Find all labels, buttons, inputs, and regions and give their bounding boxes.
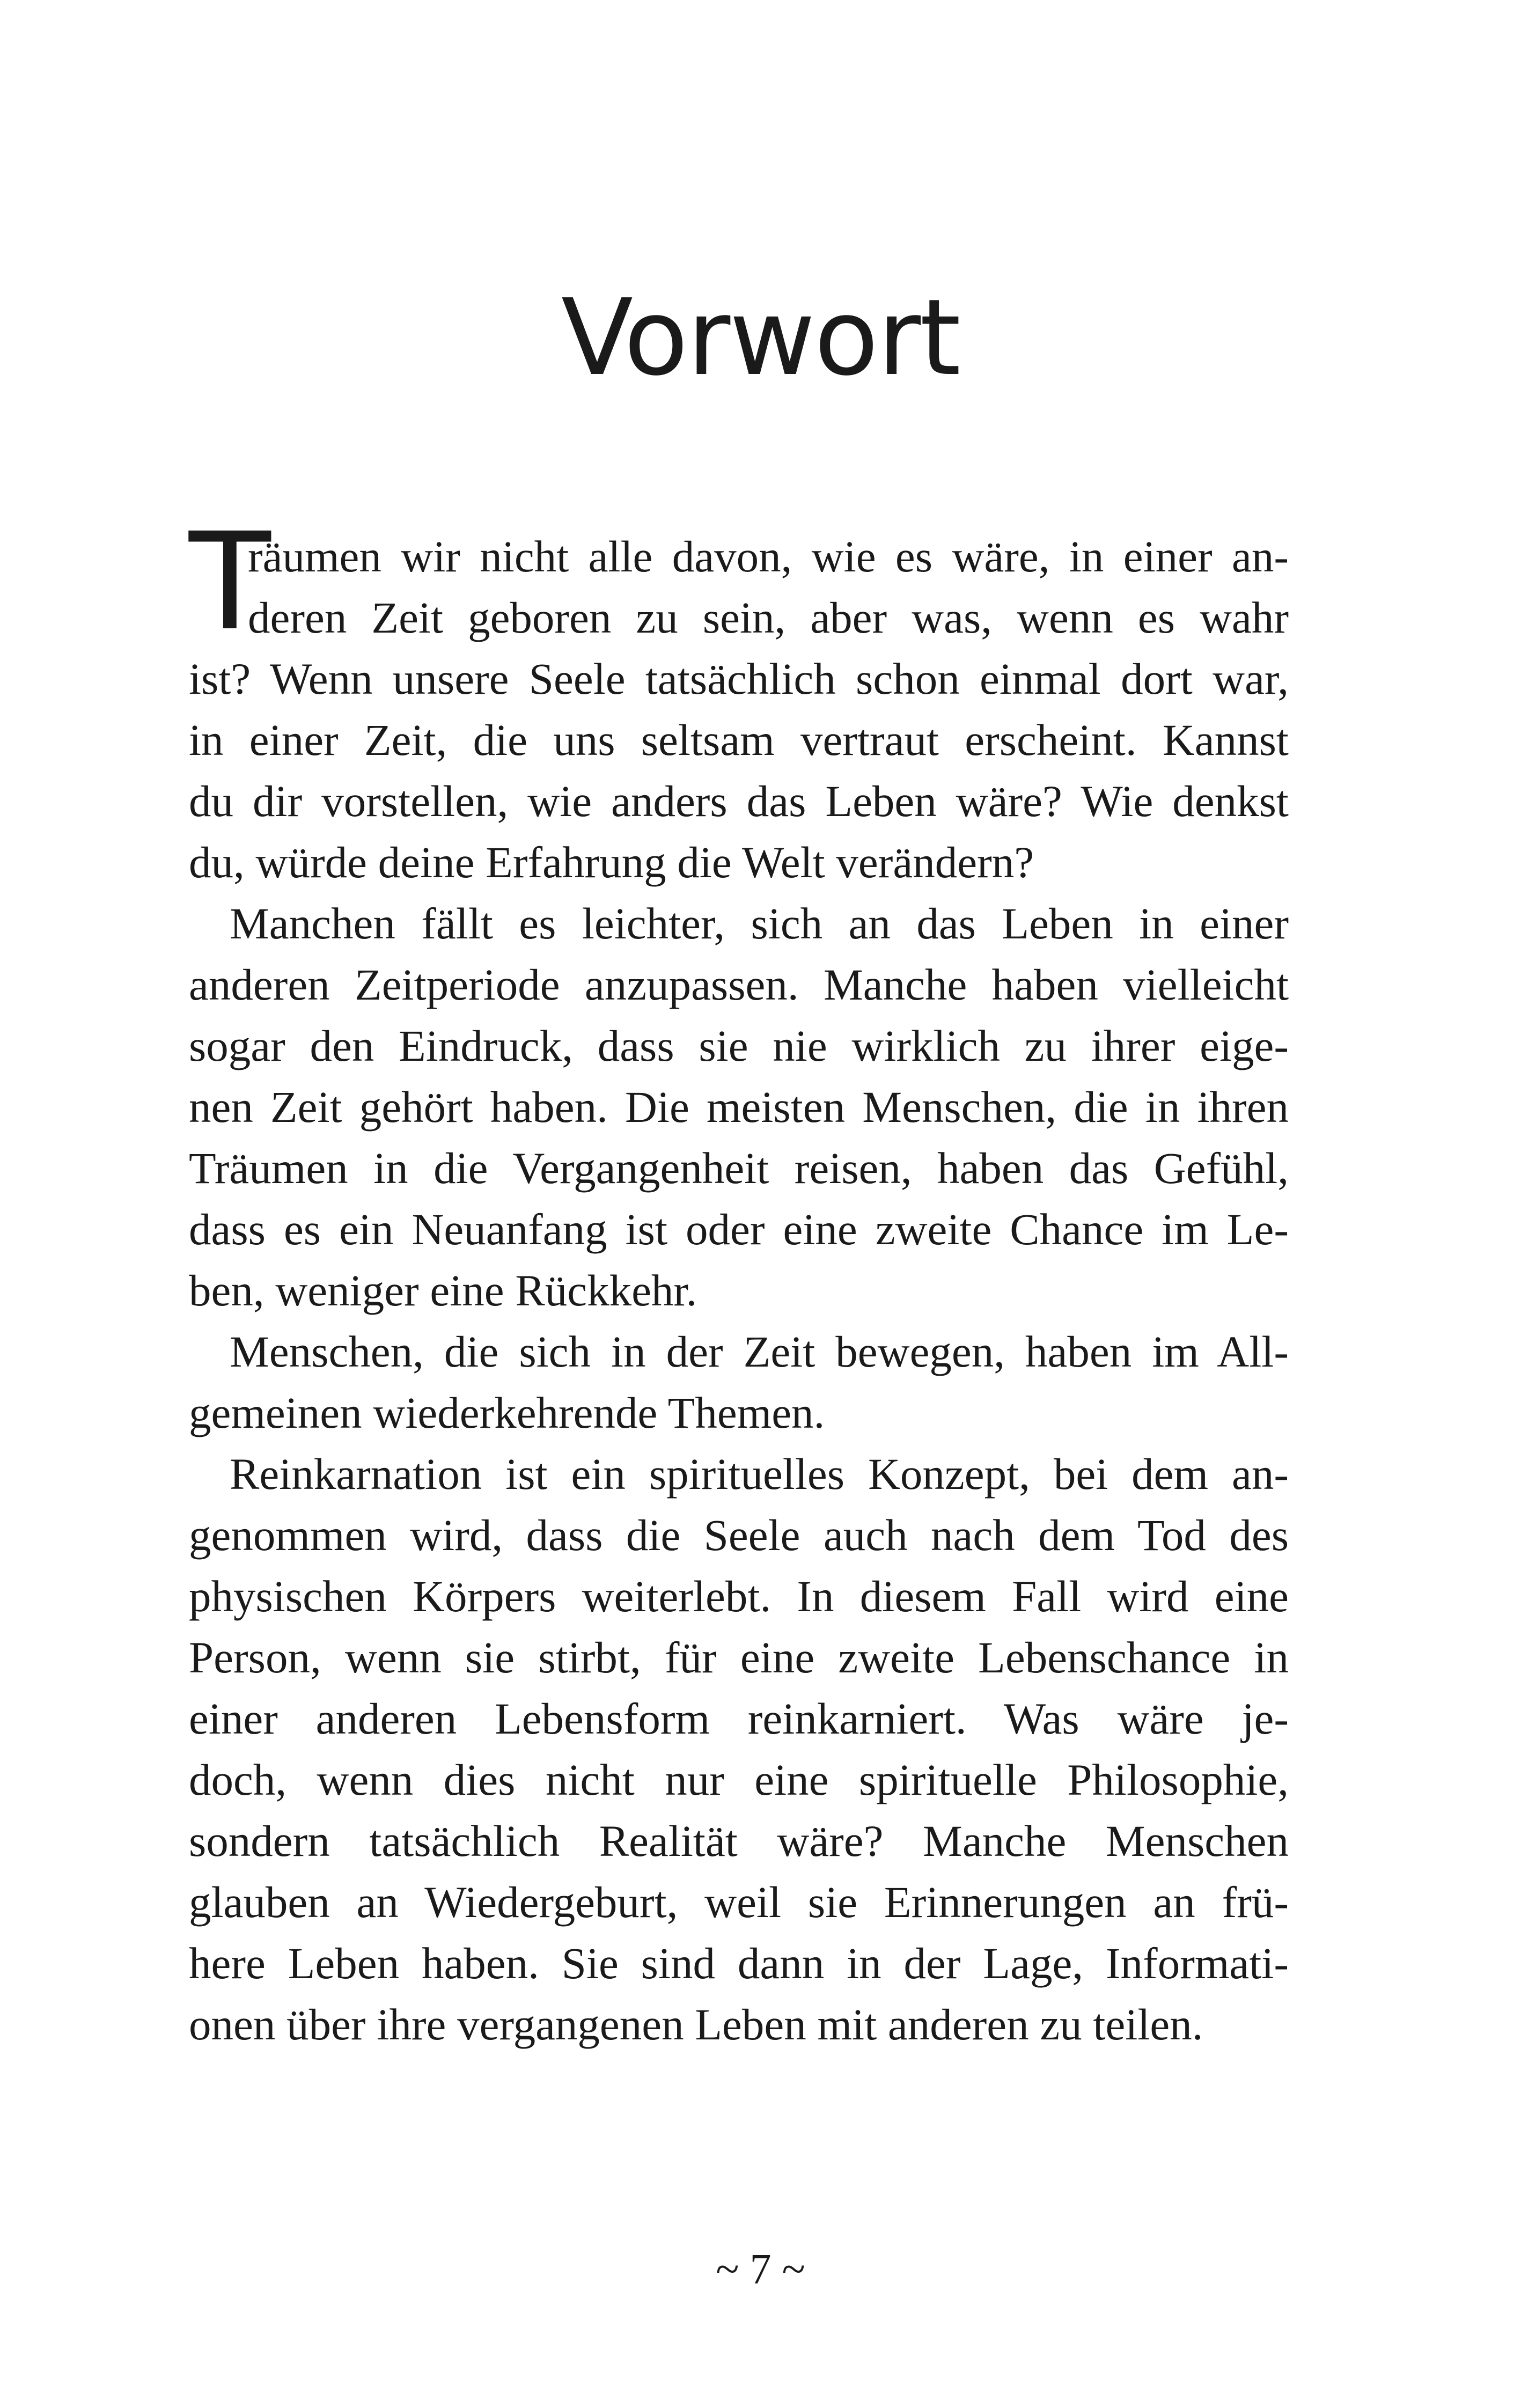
page-number: ~ 7 ~ <box>716 2246 805 2293</box>
text-line: räumen wir nicht alle davon, wie es wäre, in einer an- <box>248 532 1289 581</box>
text-line: Manchen fällt es leichter, sich an das Leben in einer <box>230 899 1289 948</box>
chapter-title: Vorwort <box>561 277 960 399</box>
body-text <box>189 504 1289 2055</box>
text-line: ben, weniger eine Rückkehr. <box>189 1266 697 1315</box>
text-line: du dir vorstellen, wie anders das Leben wäre? Wie denkst <box>189 776 1289 826</box>
text-line: sondern tatsächlich Realität wäre? Manche Menschen <box>189 1816 1289 1866</box>
text-line: doch, wenn dies nicht nur eine spirituelle Philosophie, <box>189 1755 1289 1804</box>
text-line: einer anderen Lebensform reinkarniert. Was wäre je- <box>189 1694 1289 1743</box>
text-line: nen Zeit gehört haben. Die meisten Menschen, die in ihren <box>189 1082 1289 1132</box>
drop-cap: T <box>189 504 271 660</box>
text-line: sogar den Eindruck, dass sie nie wirklich zu ihrer eige- <box>189 1021 1289 1070</box>
text-line: glauben an Wiedergeburt, weil sie Erinnerungen an frü- <box>189 1877 1289 1927</box>
text-line: here Leben haben. Sie sind dann in der Lage, Informati- <box>189 1939 1289 1988</box>
text-line: Reinkarnation ist ein spirituelles Konzept, bei dem an- <box>230 1449 1289 1499</box>
text-line: anderen Zeitperiode anzupassen. Manche haben vielleicht <box>189 960 1289 1009</box>
text-line: ist? Wenn unsere Seele tatsächlich schon einmal dort war, <box>189 654 1289 703</box>
text-line: Träumen in die Vergangenheit reisen, haben das Gefühl, <box>189 1143 1289 1193</box>
text-line: in einer Zeit, die uns seltsam vertraut erscheint. Kannst <box>189 715 1289 765</box>
text-line: genommen wird, dass die Seele auch nach dem Tod des <box>189 1510 1289 1560</box>
text-line: gemeinen wiederkehrende Themen. <box>189 1388 825 1437</box>
text-line: du, würde deine Erfahrung die Welt verändern? <box>189 838 1034 887</box>
text-line: Person, wenn sie stirbt, für eine zweite Lebenschance in <box>189 1633 1289 1682</box>
text-line: deren Zeit geboren zu sein, aber was, wenn es wahr <box>248 593 1289 642</box>
text-line: onen über ihre vergangenen Leben mit anderen zu teilen. <box>189 2000 1203 2049</box>
text-line: dass es ein Neuanfang ist oder eine zweite Chance im Le- <box>189 1205 1289 1254</box>
text-line: physischen Körpers weiterlebt. In diesem Fall wird eine <box>189 1572 1289 1621</box>
text-line: Menschen, die sich in der Zeit bewegen, haben im All- <box>230 1327 1289 1376</box>
